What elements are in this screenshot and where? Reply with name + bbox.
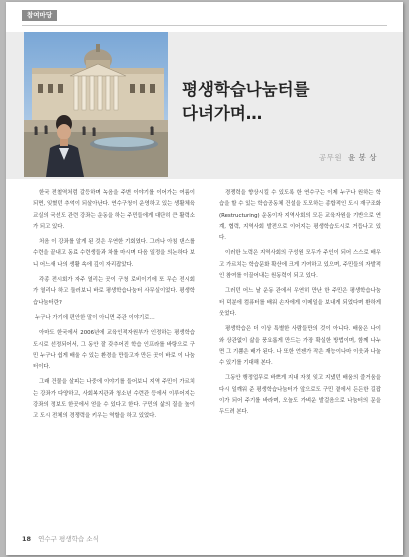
publication-name: 연수구 평생학습 소식	[38, 535, 99, 543]
trafalgar-square-photo	[24, 32, 168, 177]
section-tag: 참여마당	[22, 10, 57, 21]
body-column-left	[33, 188, 195, 427]
body-paragraph: 한국 전철역처럼 갈등하며 녹음을 주변 이야기를 이어가는 여름이 되면, 잊혔던 추억이 되살아난다. 연수구청이 운영하고 있는 생활체육교실의 국선도 관련 강좌는 운동을 하는 주민들에게 대단히 큰 활력소가 되고 있다.	[33, 190, 195, 230]
body-paragraph: 평생학습은 더 이상 특별한 사람들만의 것이 아니다. 배움은 나이와 상관없이 삶을 풍요롭게 만드는 가장 확실한 방법이며, 함께 나누면 그 기쁨은 배가 된다. 나 또한 언젠가 작은 재능이나마 이웃과 나눌 수 있기를 기대해 본다.	[219, 326, 381, 367]
body-paragraph: 아마도 한국에서 2006년에 교육인적자원부가 인정하는 평생학습도시로 선정되어서, 그 동안 잘 갖추어진 학습 인프라를 바탕으로 구민 누구나 쉽게 배울 수 있는 환경을 만들고자 만든 곳이 바로 이 나눔터이다.	[33, 330, 195, 371]
body-column-right	[219, 188, 381, 423]
header-divider	[22, 25, 387, 26]
body-paragraph: 경쟁력을 향상시킬 수 있도록 한 연수구는 이제 누구나 원하는 학습을 할 수 있는 학습공동체 건설을 도모하는 종합적인 도시 재구조화(Restructuring) 운동이자 지역사회의 모든 교육자원을 기반으로 연계, 협력, 지역사회 발전으로 이어지는 평생학습도시로 거듭나고 있다.	[219, 190, 381, 242]
body-paragraph: 그래 건물을 살피는 나중에 이야기를 들어보니 지역 주민이 가르치는 강좌가 다양하고, 사회복지관과 청소년 수련관 등에서 이루어지는 강좌의 정보도 한곳에서 얻을 수 있다고 한다. 구민의 삶의 질을 높이고 도시 전체의 경쟁력을 키우는 역할을 하고 있었다.	[33, 379, 195, 420]
body-paragraph: 이러한 노력은 지역사회의 구성원 모두가 주인이 되어 스스로 배우고 가르치는 학습문화 확산에 크게 기여하고 있으며, 주민들의 자발적인 참여를 이끌어내는 원동력이 되고 있다.	[219, 250, 381, 280]
author-byline	[319, 152, 377, 163]
page-number: 18	[22, 535, 32, 543]
page-footer	[22, 534, 99, 543]
body-paragraph: 각종 전시회가 자주 열리는 곳이 구청 로비이기에 또 무슨 전시회가 열리나 하고 둘러보니 바로 평생학습나눔터 사무실이었다. 평생학습나눔터란?	[33, 277, 195, 306]
article-title: 평생학습나눔터를 다녀가며…	[182, 80, 310, 123]
author-role: 공무원	[318, 153, 343, 162]
body-paragraph: 그러던 어느 날 운동 관에서 우연히 만난 한 주민은 평생학습나눔터 덕분에 컴퓨터를 배워 손자에게 이메일을 보내게 되었다며 환하게 웃었다.	[219, 288, 381, 317]
body-paragraph: 누구나 가기에 편안한 말이 아니면 주관 이야기로…	[35, 314, 155, 321]
magazine-page	[6, 2, 403, 555]
body-paragraph: 처음 이 강좌를 알게 된 것은 우연한 기회였다. 그러나 아침 댄스를 수련을 끝내고 동료 수련생들과 차를 마시며 다음 일정을 의논하다 보니 어느새 나의 생활 속에 깊이 자리잡았다.	[33, 239, 195, 268]
author-name: 윤 봉 상	[347, 153, 377, 162]
body-paragraph: 그동안 행정업무로 바쁘게 지내 자칫 잊고 지냈던 배움의 즐거움을 다시 일깨워 준 평생학습나눔터가 앞으로도 구민 곁에서 든든한 길잡이가 되어 주기를 바라며, 오늘도 가벼운 발걸음으로 나눔터의 문을 두드려 본다.	[219, 375, 381, 416]
